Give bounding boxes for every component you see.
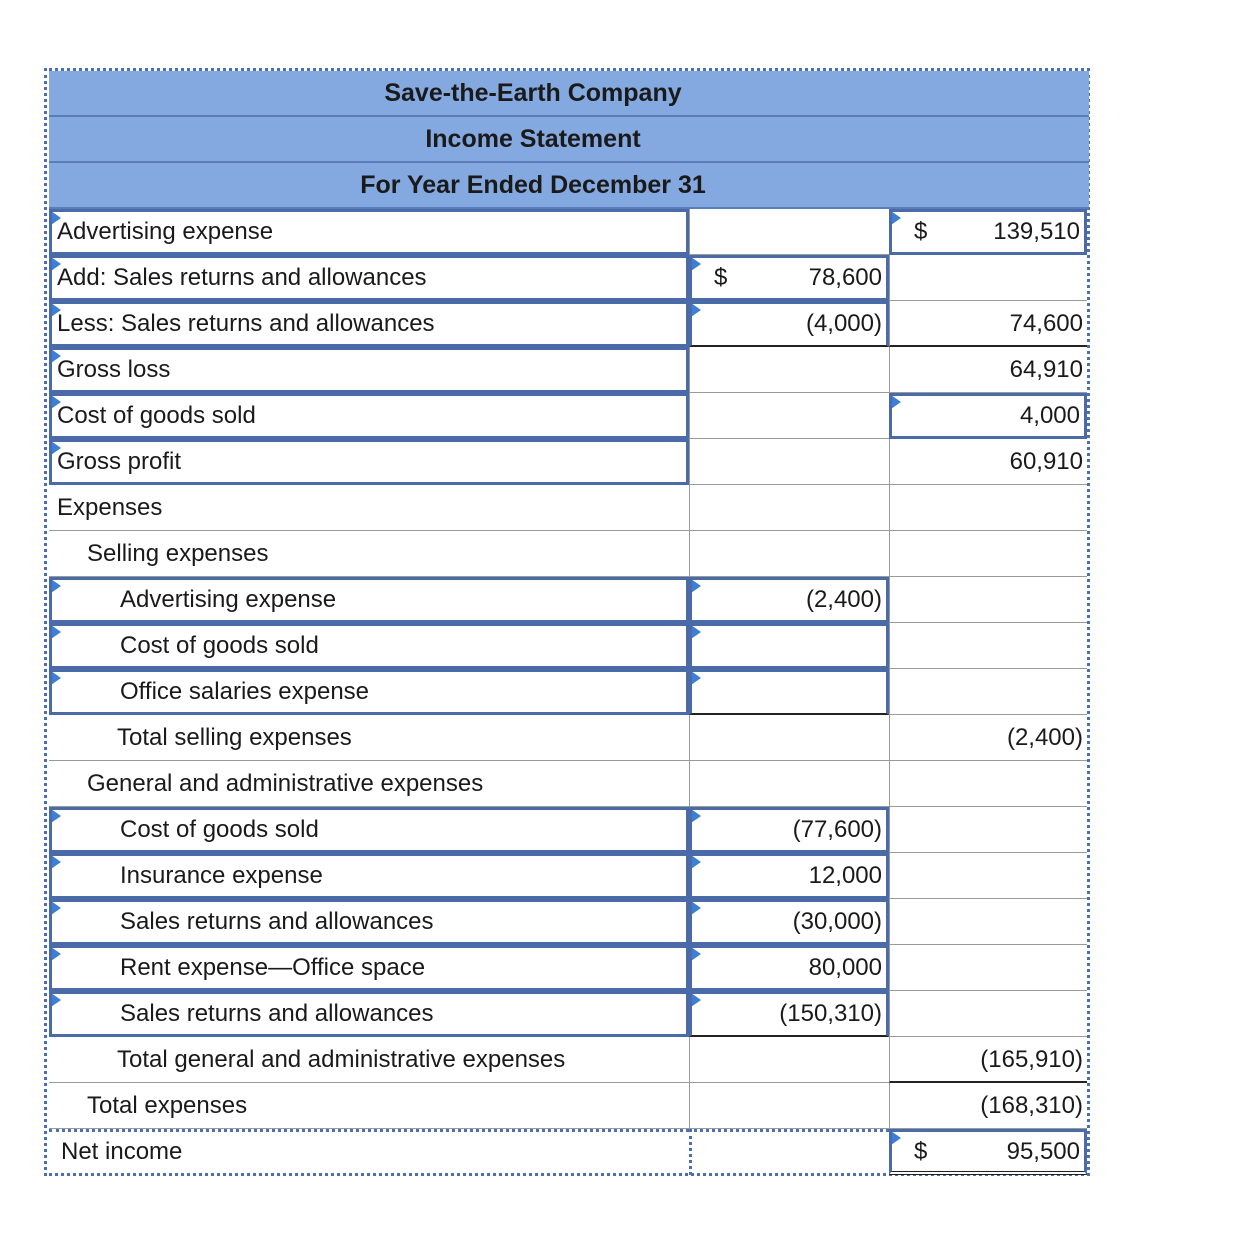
table-row xyxy=(49,301,1087,347)
amount-cell xyxy=(889,807,1087,853)
amount-input[interactable] xyxy=(889,209,1087,255)
amount-cell xyxy=(889,945,1087,991)
amount-cell xyxy=(889,761,1087,807)
amount-input[interactable]: (4,000) xyxy=(689,301,889,347)
net-income-input[interactable] xyxy=(889,1129,1087,1175)
label-select-gross-profit[interactable]: Gross profit xyxy=(49,439,689,485)
amount-cell xyxy=(689,1037,889,1083)
amount-cell xyxy=(689,1083,889,1129)
table-row xyxy=(49,1083,1087,1129)
label-select-gross-loss[interactable]: Gross loss xyxy=(49,347,689,393)
amount-cell xyxy=(889,669,1087,715)
table-row xyxy=(49,899,1087,945)
table-row xyxy=(49,1037,1087,1083)
amount-cell: (2,400) xyxy=(889,715,1087,761)
net-income-label: Net income xyxy=(49,1129,689,1175)
dollar-sign: $ xyxy=(914,1138,928,1165)
amount-input[interactable] xyxy=(689,669,889,715)
table-row xyxy=(49,853,1087,899)
amount-cell xyxy=(689,715,889,761)
amount-cell xyxy=(689,439,889,485)
row-label: Total selling expenses xyxy=(49,715,689,761)
dollar-sign: $ xyxy=(714,264,728,291)
table-row xyxy=(49,485,1087,531)
amount-cell xyxy=(689,1129,889,1175)
amount-cell xyxy=(689,761,889,807)
table-row xyxy=(49,991,1087,1037)
amount-value: 95,500 xyxy=(1006,1138,1080,1165)
table-row xyxy=(49,715,1087,761)
amount-cell: 74,600 xyxy=(889,301,1087,347)
table-row xyxy=(49,761,1087,807)
table-row xyxy=(49,347,1087,393)
amount-input[interactable]: (150,310) xyxy=(689,991,889,1037)
table-row xyxy=(49,255,1087,301)
table-row xyxy=(49,531,1087,577)
amount-input[interactable] xyxy=(689,255,889,301)
label-select-less-sales-returns[interactable]: Less: Sales returns and allowances xyxy=(49,301,689,347)
amount-cell: (168,310) xyxy=(889,1083,1087,1129)
amount-input[interactable]: (77,600) xyxy=(689,807,889,853)
amount-cell: 64,910 xyxy=(889,347,1087,393)
label-select-selling-cogs[interactable]: Cost of goods sold xyxy=(49,623,689,669)
row-label: Selling expenses xyxy=(49,531,689,577)
amount-input[interactable]: (2,400) xyxy=(689,577,889,623)
label-select-insurance[interactable]: Insurance expense xyxy=(49,853,689,899)
amount-value: 139,510 xyxy=(993,218,1080,245)
amount-value: 78,600 xyxy=(808,264,882,291)
label-select-selling-advertising[interactable]: Advertising expense xyxy=(49,577,689,623)
amount-input[interactable]: 4,000 xyxy=(889,393,1087,439)
amount-cell xyxy=(689,531,889,577)
label-select-advertising-expense[interactable]: Advertising expense xyxy=(49,209,689,255)
table-row xyxy=(49,1129,1087,1175)
label-select-ga-sales-returns-1[interactable]: Sales returns and allowances xyxy=(49,899,689,945)
table-row xyxy=(49,807,1087,853)
dollar-sign: $ xyxy=(914,218,928,245)
label-select-ga-sales-returns-2[interactable]: Sales returns and allowances xyxy=(49,991,689,1037)
row-label: Total expenses xyxy=(49,1083,689,1129)
statement-title: Income Statement xyxy=(425,125,641,153)
amount-cell xyxy=(889,255,1087,301)
amount-cell xyxy=(689,347,889,393)
amount-cell xyxy=(689,393,889,439)
amount-cell xyxy=(889,899,1087,945)
row-label: Expenses xyxy=(49,485,689,531)
label-select-cost-of-goods-sold[interactable]: Cost of goods sold xyxy=(49,393,689,439)
amount-cell xyxy=(889,991,1087,1037)
label-select-office-salaries[interactable]: Office salaries expense xyxy=(49,669,689,715)
table-row xyxy=(49,577,1087,623)
table-row xyxy=(49,439,1087,485)
label-select-add-sales-returns[interactable]: Add: Sales returns and allowances xyxy=(49,255,689,301)
amount-input[interactable]: 12,000 xyxy=(689,853,889,899)
amount-cell: (165,910) xyxy=(889,1037,1087,1083)
amount-input[interactable]: (30,000) xyxy=(689,899,889,945)
amount-input[interactable]: 80,000 xyxy=(689,945,889,991)
period-label: For Year Ended December 31 xyxy=(360,171,706,199)
period-header xyxy=(49,163,1089,209)
company-name: Save-the-Earth Company xyxy=(384,79,682,107)
income-statement-table xyxy=(44,68,1090,1176)
row-label: General and administrative expenses xyxy=(49,761,689,807)
amount-cell xyxy=(889,623,1087,669)
table-row xyxy=(49,209,1087,255)
label-select-ga-cogs[interactable]: Cost of goods sold xyxy=(49,807,689,853)
amount-input[interactable] xyxy=(689,623,889,669)
statement-title-header xyxy=(49,117,1089,163)
row-label: Total general and administrative expenses xyxy=(49,1037,689,1083)
amount-cell: 60,910 xyxy=(889,439,1087,485)
amount-cell xyxy=(889,531,1087,577)
amount-cell xyxy=(889,577,1087,623)
amount-cell xyxy=(889,485,1087,531)
amount-cell xyxy=(689,485,889,531)
company-name-header xyxy=(49,71,1089,117)
amount-cell xyxy=(889,853,1087,899)
table-row xyxy=(49,945,1087,991)
table-row xyxy=(49,623,1087,669)
table-row xyxy=(49,669,1087,715)
amount-cell xyxy=(689,209,889,255)
table-row xyxy=(49,393,1087,439)
label-select-rent-expense[interactable]: Rent expense—Office space xyxy=(49,945,689,991)
